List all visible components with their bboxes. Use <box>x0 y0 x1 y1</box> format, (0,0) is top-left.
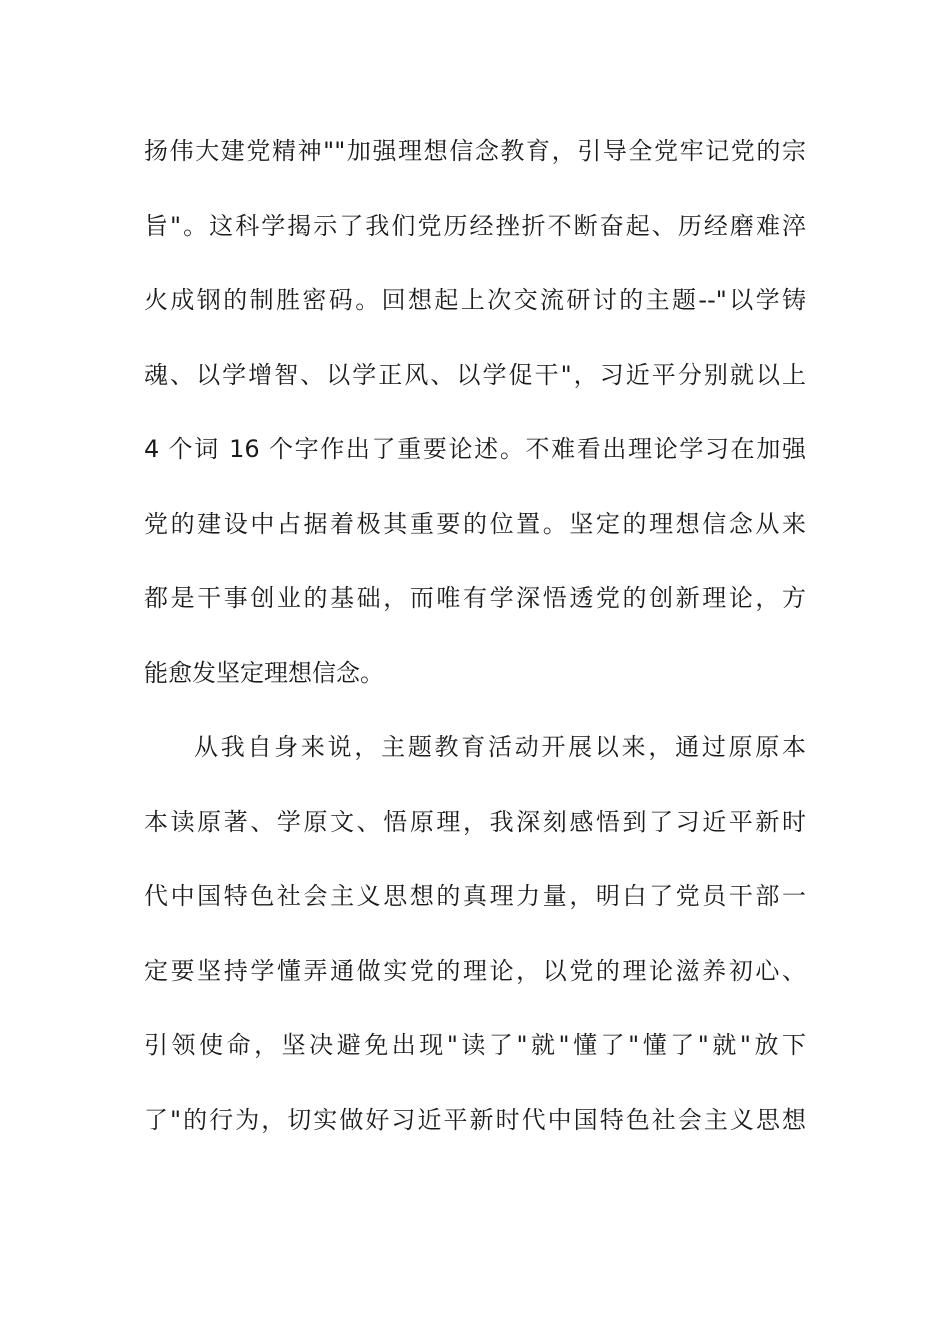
text-line: 魂、以学增智、以学正风、以学促干"，习近平分别就以上 <box>144 360 806 389</box>
text-line: 了"的行为，切实做好习近平新时代中国特色社会主义思想 <box>144 1105 806 1134</box>
paragraph-1 <box>144 114 806 710</box>
text-line: 火成钢的制胜密码。回想起上次交流研讨的主题--"以学铸 <box>144 286 806 314</box>
text-line: 从我自身来说，主题教育活动开展以来，通过原原本 <box>194 733 806 761</box>
document-body <box>144 114 806 1157</box>
text-line: 本读原著、学原文、悟原理，我深刻感悟到了习近平新时 <box>144 807 806 836</box>
text-line: 引领使命，坚决避免出现"读了"就"懂了"懂了"就"放下 <box>144 1031 806 1059</box>
text-line: 扬伟大建党精神""加强理想信念教育，引导全党牢记党的宗 <box>144 137 806 165</box>
text-line: 代中国特色社会主义思想的真理力量，明白了党员干部一 <box>144 882 806 910</box>
text-line: 能愈发坚定理想信念。 <box>144 658 384 687</box>
paragraph-2 <box>144 710 806 1157</box>
text-line: 党的建设中占据着极其重要的位置。坚定的理想信念从来 <box>144 509 806 538</box>
text-line: 旨"。这科学揭示了我们党历经挫折不断奋起、历经磨难淬 <box>144 211 806 240</box>
text-line: 定要坚持学懂弄通做实党的理论，以党的理论滋养初心、 <box>144 956 806 985</box>
text-line: 4 个词 16 个字作出了重要论述。不难看出理论学习在加强 <box>144 435 806 463</box>
text-line: 都是干事创业的基础，而唯有学深悟透党的创新理论，方 <box>144 584 806 612</box>
